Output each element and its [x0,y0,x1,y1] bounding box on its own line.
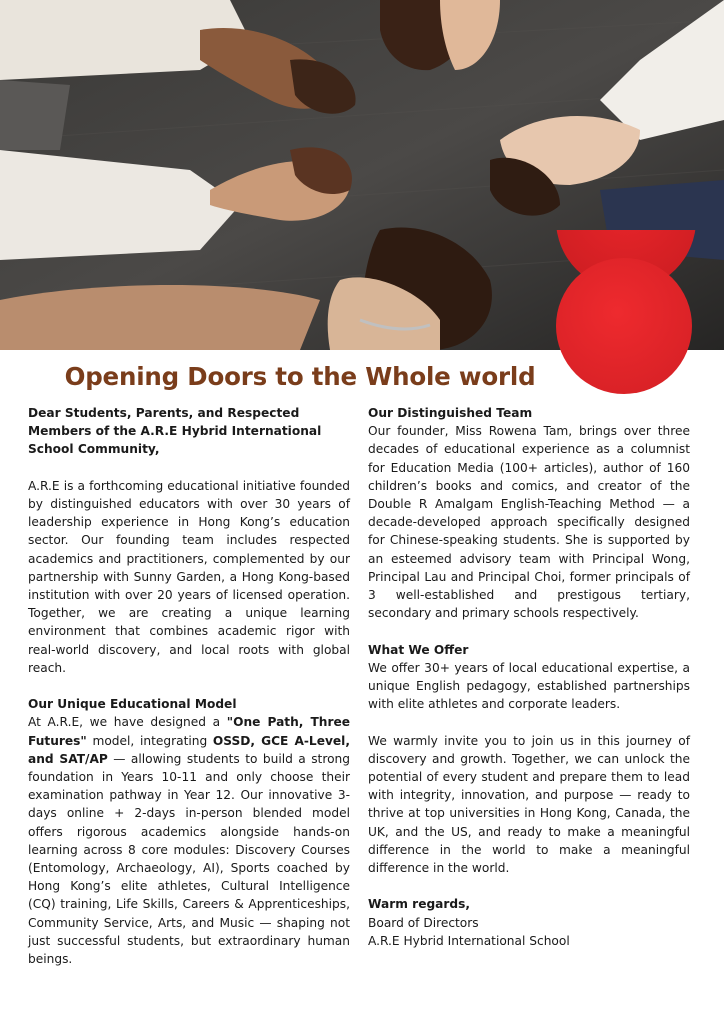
model-bold-2: OSSD, GCE A-Level, and SAT/AP [28,733,350,766]
model-text-3: — allowing students to build a strong foundation in Years 10-11 and only choose their examination pathway in Year 12. Our innovative 3-days online + 2-days in-person blended model offers rigorous academics alongside hands-on learning across 8 core modules: Discovery Courses (Entomology, Archaeology, AI), Sports coached by Hong Kong’s elite athletes, Cultural Intelligence (CQ) training, Life Skills, Careers & Apprenticeships, Community Service, Arts, and Music — shaping not just successful students, but extraordinary human beings. [28,751,350,967]
signoff-line-1: Board of Directors [368,915,479,930]
right-column [368,404,690,950]
offer-paragraph: We offer 30+ years of local educational expertise, a unique English pedagogy, established partnerships with elite athletes and corporate leaders. [368,660,690,712]
model-text-2: model, integrating [86,733,213,748]
team-heading: Our Distinguished Team [368,406,533,420]
page-title: Opening Doors to the Whole world [64,362,536,391]
signoff-regards: Warm regards, [368,897,471,912]
model-paragraph [28,713,350,968]
model-bold-1: "One Path, Three Futures" [28,715,350,748]
signoff-line-2: A.R.E Hybrid International School [368,933,570,948]
intro-paragraph: A.R.E is a forthcoming educational initiative founded by distinguished educators with over 30 years of leadership experience in Hong Kong’s education sector. Our founding team includes respected academics and practitioners, complemented by our partnership with Sunny Garden, a Hong Kong-based institution with over 20 years of licensed operation. Together, we are creating a unique learning environment that combines academic rigor with real-world discovery, and local roots with global reach. [28,478,350,675]
team-paragraph: Our founder, Miss Rowena Tam, brings over three decades of educational experience as a columnist for Education Media (100+ articles), author of 160 children’s books and comics, and creator of the Double R Amalgam English-Teaching Method — a decade-developed approach specifically designed for Chinese-speaking students. She is supported by an esteemed advisory team with Principal Wong, Principal Lau and Principal Choi, former principals of 3 well-established and prestigous tertiary, secondary and primary schools respectively. [368,424,690,621]
offer-heading: What We Offer [368,642,469,657]
invite-paragraph: We warmly invite you to join us in this journey of discovery and growth. Together, we can unlock the potential of every student and prepare them to lead with integrity, innovation, and purpose — ready to thrive at top universities in Hong Kong, Canada, the UK, and the US, and ready to make a meaningful difference in the world to make a meaningful difference in the world. [368,733,690,876]
salutation: Dear Students, Parents, and Respected Members of the A.R.E Hybrid International School Community, [28,406,322,457]
model-heading: Our Unique Educational Model [28,697,237,712]
model-text-1: At A.R.E, we have designed a [28,715,227,730]
left-column [28,404,350,968]
